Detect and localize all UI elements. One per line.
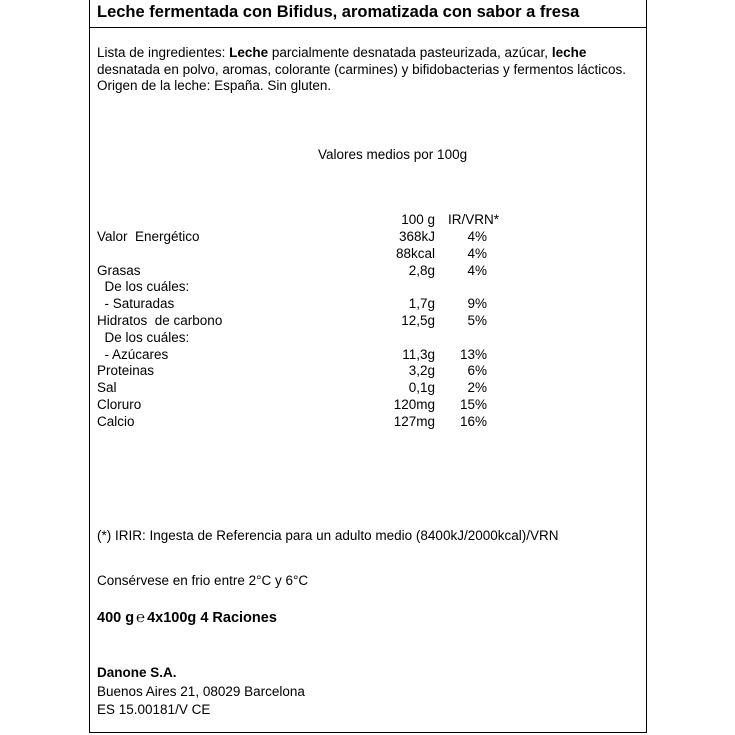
nutrient-label: Valor Energético xyxy=(97,229,200,244)
nutrient-value-ir: 16% xyxy=(459,413,487,429)
nutrition-row xyxy=(90,279,646,296)
nutrient-label: Proteinas xyxy=(97,363,155,379)
nutrition-row xyxy=(90,263,646,280)
nutrient-label: Sal xyxy=(97,380,117,396)
nutrient-value-100g: 120mg xyxy=(393,397,435,412)
ingredients-label: Lista de ingredientes: xyxy=(97,45,230,60)
nutrient-value-100g: 3,2g xyxy=(408,363,435,379)
company-address: Buenos Aires 21, 08029 Barcelona xyxy=(97,684,305,699)
nutrient-value-100g: 12,5g xyxy=(401,313,435,328)
ingredients-text-2: desnatada en polvo, aromas, colorante (carmines) y bifidobacterias y fermentos lácticos. Origen de la leche: España. Sin gluten. xyxy=(97,61,627,93)
company-registry: ES 15.00181/V CE xyxy=(97,702,211,717)
ingredients-text-1: parcialmente desnatada pasteurizada, azúcar, xyxy=(268,45,552,60)
nutrient-value-ir: 6% xyxy=(467,363,487,379)
nutrition-row xyxy=(90,347,646,364)
nutrition-row xyxy=(90,246,646,263)
nutrient-value-ir: 9% xyxy=(467,296,487,312)
nutrient-label: Cloruro xyxy=(97,397,142,412)
nutrition-row xyxy=(90,397,646,414)
nutrition-row xyxy=(90,229,646,246)
col-header-ir: IR/VRN* xyxy=(447,212,499,227)
nutrient-label: - Azúcares xyxy=(97,346,169,362)
nutrition-row xyxy=(90,296,646,313)
col-header-100g: 100 g xyxy=(401,212,435,227)
nutrient-value-100g: 0,1g xyxy=(408,380,435,396)
nutrition-header-row xyxy=(90,212,646,229)
company-name: Danone S.A. xyxy=(97,665,177,680)
nutrition-row xyxy=(90,380,646,397)
pack-weight: 400 g xyxy=(97,610,135,626)
nutrient-label: De los cuáles: xyxy=(97,329,190,345)
nutrient-value-100g: 368kJ xyxy=(398,229,435,244)
nutrition-row xyxy=(90,363,646,380)
ingredient-leche: Leche xyxy=(229,45,269,60)
storage-instructions: Consérvese en frio entre 2°C y 6°C xyxy=(97,573,309,588)
nutrient-value-100g: 88kcal xyxy=(395,245,435,261)
nutrient-value-100g: 127mg xyxy=(393,413,435,429)
nutrient-value-ir: 2% xyxy=(467,380,487,396)
nutrient-label: Grasas xyxy=(97,262,141,278)
pack-info xyxy=(97,610,277,626)
nutrient-value-100g: 11,3g xyxy=(402,346,435,362)
label-panel xyxy=(89,0,647,733)
nutrient-label: - Saturadas xyxy=(97,296,175,312)
nutrient-label: Calcio xyxy=(97,413,135,429)
nutrient-value-ir: 4% xyxy=(467,245,487,261)
nutrient-value-ir: 4% xyxy=(467,262,487,278)
nutrient-value-ir: 15% xyxy=(459,397,487,412)
nutrition-row xyxy=(90,313,646,330)
nutrition-row xyxy=(90,330,646,347)
nutrient-value-ir: 13% xyxy=(459,346,487,362)
nutrient-label: Hidratos de carbono xyxy=(97,313,223,328)
footnote: (*) IRIR: Ingesta de Referencia para un adulto medio (8400kJ/2000kcal)/VRN xyxy=(97,528,559,543)
ingredients-list xyxy=(97,45,637,95)
nutrition-heading: Valores medios por 100g xyxy=(318,147,468,162)
title-bar xyxy=(90,0,646,28)
nutrition-row xyxy=(90,414,646,431)
ingredient-leche-2: leche xyxy=(551,45,587,60)
nutrient-value-100g: 1,7g xyxy=(408,296,435,312)
nutrient-value-ir: 4% xyxy=(467,229,487,244)
nutrient-value-100g: 2,8g xyxy=(408,262,435,278)
product-title: Leche fermentada con Bifidus, aromatizada con sabor a fresa xyxy=(97,3,580,21)
nutrient-label: De los cuáles: xyxy=(97,279,190,295)
pack-units: 4x100g 4 Raciones xyxy=(147,610,277,626)
nutrient-value-ir: 5% xyxy=(467,313,487,328)
estimated-sign: ℮ xyxy=(136,609,146,626)
